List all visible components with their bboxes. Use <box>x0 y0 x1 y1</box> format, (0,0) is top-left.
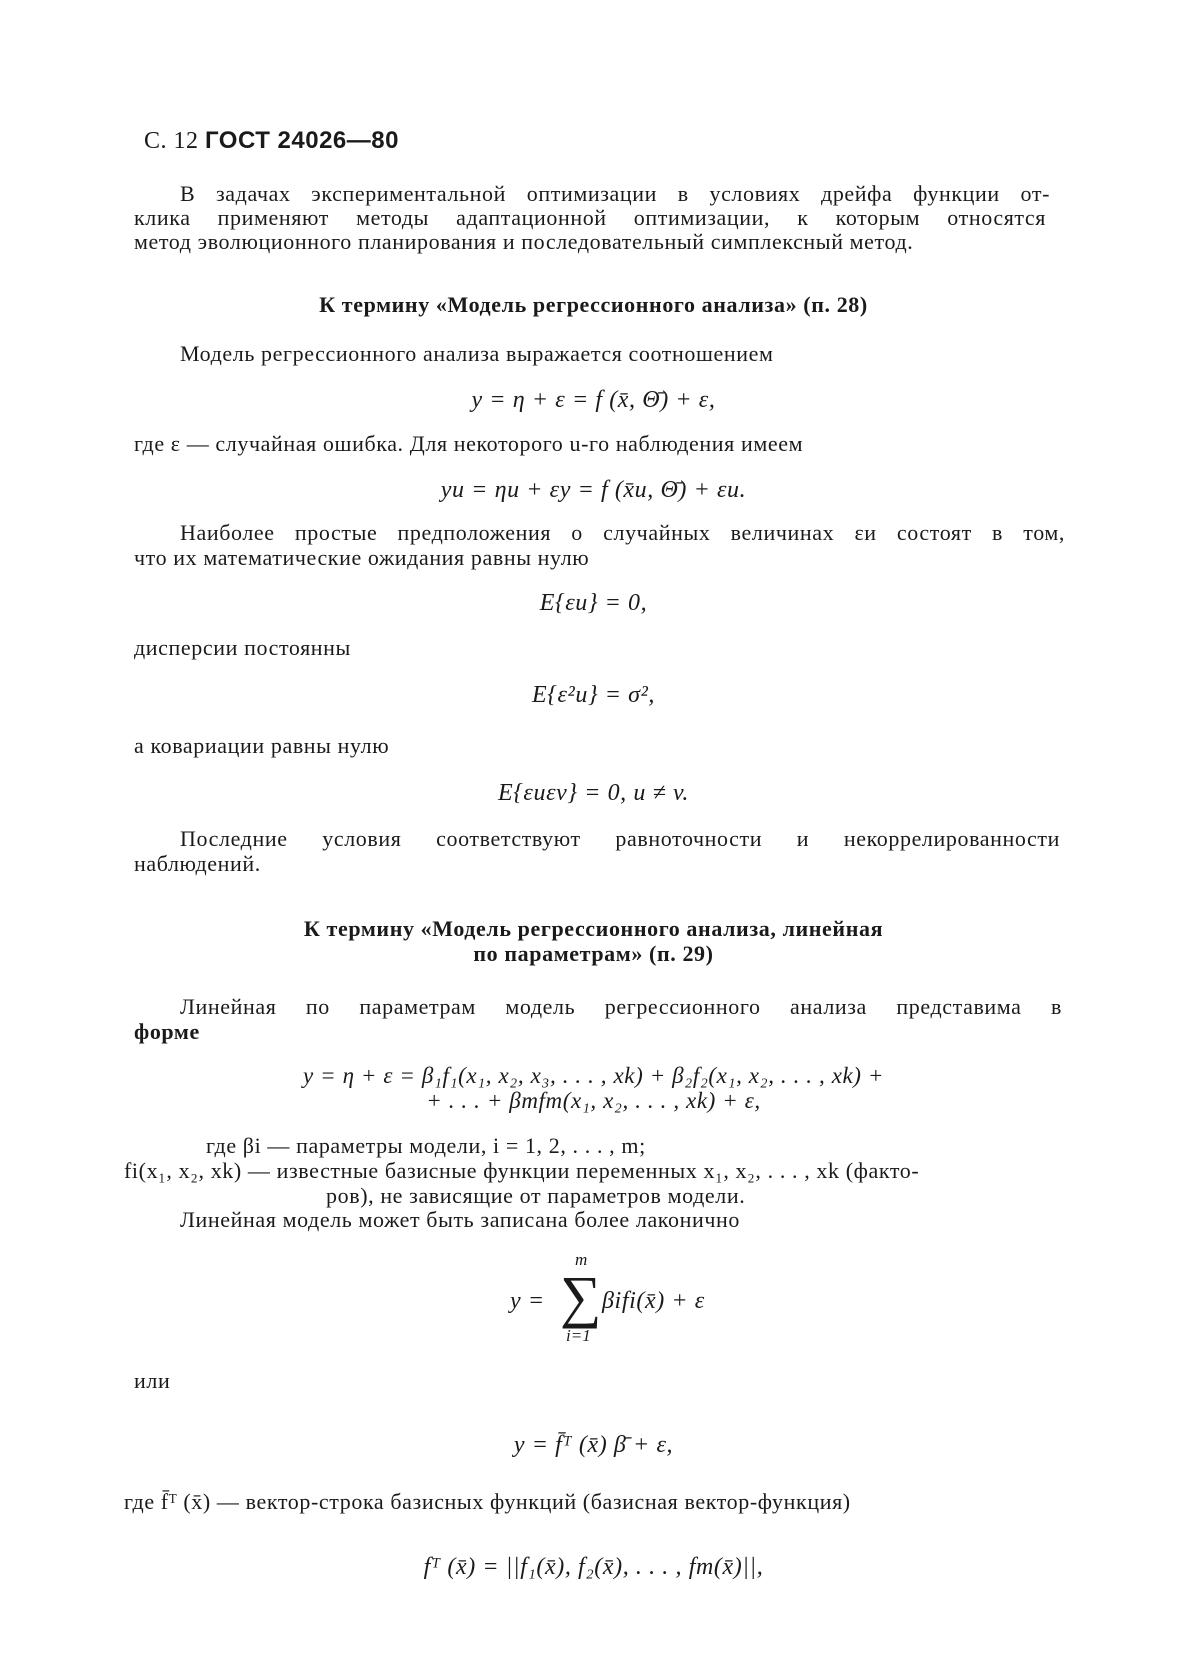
conditions-line-1: Последние условия соответствуют равноточности и некоррелированности <box>180 826 1060 851</box>
sum-lower-limit: i=1 <box>566 1326 591 1345</box>
linear-intro-line-1: Линейная по параметрам модель регрессионного анализа представима в <box>180 994 1062 1019</box>
standard-code: ГОСТ 24026—80 <box>205 127 399 154</box>
sum-upper-limit: m <box>575 1250 588 1269</box>
formula-observation: yи = ηи + εу = f (x̄и, Θ̄) + εи. <box>440 477 747 503</box>
formula-expectation: E{εи} = 0, <box>539 590 648 616</box>
covariance-text: а ковариации равны нулю <box>134 733 390 758</box>
formula-vector: y = f̄ᵀ (x̄) β̄ + ε, <box>513 1432 674 1458</box>
intro-line-2: клика применяют методы адаптационной оптимизации, к которым относятся <box>134 205 1046 230</box>
formula-covariance: E{εиεv} = 0, u ≠ v. <box>497 780 690 806</box>
sigma-symbol: ∑ <box>560 1264 602 1329</box>
dispersion-text: дисперсии постоянны <box>134 635 351 660</box>
page-number: С. 12 <box>144 128 199 154</box>
formula-sum <box>510 1250 730 1350</box>
page-header <box>144 128 399 154</box>
assumptions-line-2: что их математические ожидания равны нулю <box>134 545 590 570</box>
linear-intro-line-2: форме <box>134 1019 200 1044</box>
formula-linear-line-1: y = η + ε = β₁f₁(x₁, x₂, x₃, . . . , xk) + β₂f₂(x₁, x₂, . . . , xk) + <box>302 1063 885 1088</box>
def-basis-line-1: fi(x₁, x₂, xk) — известные базисные функции переменных x₁, x₂, . . . , xk (факто- <box>124 1158 920 1183</box>
intro-line-3: метод эволюционного планирования и последовательный симплексный метод. <box>134 229 914 254</box>
section-heading-29-line-2: по параметрам» (п. 29) <box>473 941 714 966</box>
formula-model: y = η + ε = f (x̄, Θ̄) + ε, <box>471 387 716 413</box>
sum-rhs: βifi(x̄) + ε <box>602 1288 705 1314</box>
model-intro: Модель регрессионного анализа выражается соотношением <box>180 341 774 366</box>
section-heading-29-line-1: К термину «Модель регрессионного анализа, линейная <box>303 916 884 941</box>
def-parameters: где βi — параметры модели, i = 1, 2, . . . , m; <box>206 1133 646 1158</box>
formula-linear-line-2: + . . . + βmfm(x₁, x₂, . . . , xk) + ε, <box>426 1088 761 1113</box>
sum-lhs: y = <box>510 1288 545 1314</box>
laconic-intro: Линейная модель может быть записана более лаконично <box>180 1207 740 1232</box>
formula-basis-vector: fᵀ (x̄) = ||f₁(x̄), f₂(x̄), . . . , fm(x̄)||, <box>423 1554 764 1580</box>
where-vector-row: где f̄ᵀ (x̄) — вектор-строка базисных функций (базисная вектор-функция) <box>124 1489 851 1514</box>
conditions-line-2: наблюдений. <box>134 851 261 876</box>
assumptions-line-1: Наиболее простые предположения о случайных величинах εи состоят в том, <box>180 520 1065 545</box>
section-heading-28: К термину «Модель регрессионного анализа» (п. 28) <box>319 292 868 317</box>
def-basis-line-2: ров), не зависящие от параметров модели. <box>326 1183 746 1208</box>
formula-dispersion: E{ε²и} = σ², <box>532 682 655 708</box>
or-text: или <box>134 1368 171 1393</box>
where-epsilon: где ε — случайная ошибка. Для некоторого u-го наблюдения имеем <box>134 431 804 456</box>
intro-line-1: В задачах экспериментальной оптимизации в условиях дрейфа функции от- <box>180 181 1050 206</box>
